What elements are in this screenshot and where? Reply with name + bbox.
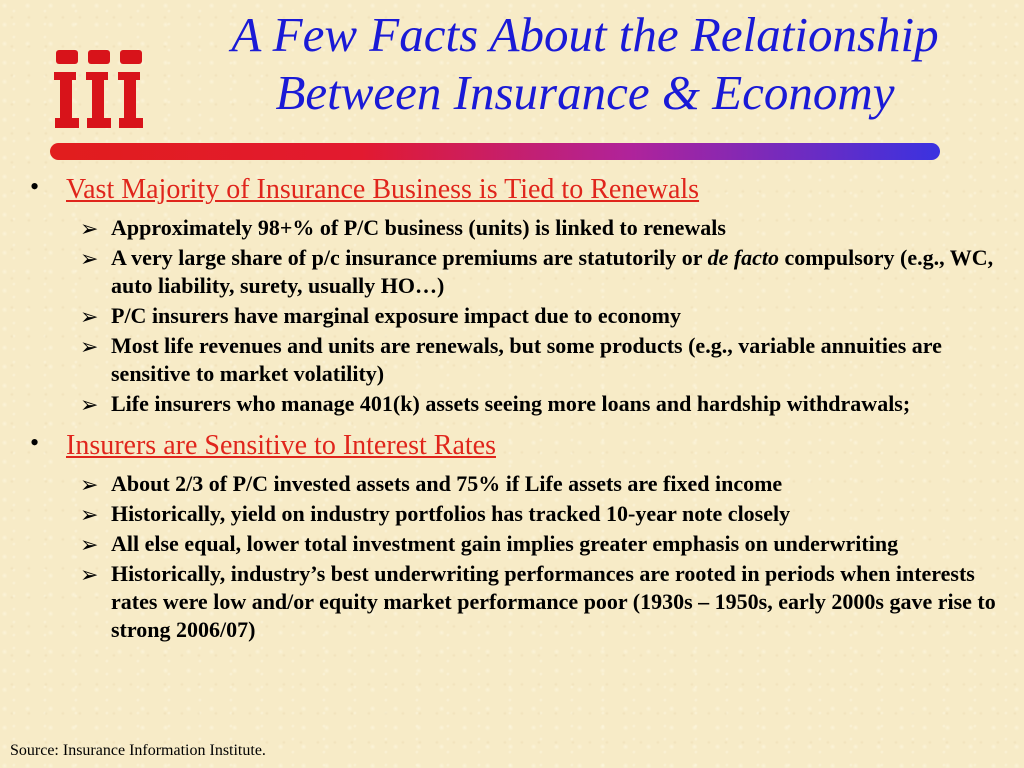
arrow-bullet-icon: ➢ [80,472,99,497]
list-item [20,214,1010,242]
section-heading-text: Vast Majority of Insurance Business is Tied to Renewals [66,174,700,205]
list-item [20,390,1010,418]
slide-title [160,6,1010,122]
arrow-bullet-icon: ➢ [80,334,99,359]
list-item [20,332,1010,388]
list-item-text: All else equal, lower total investment gain implies greater emphasis on underwriting [111,531,899,556]
title-line-1: A Few Facts About the Relationship [231,7,939,62]
section-heading-interest-rates [20,428,1010,464]
list-item-text [111,244,1010,300]
section-heading-renewals [20,172,1010,208]
title-line-2: Between Insurance & Economy [275,65,895,120]
list-item [20,500,1010,528]
list-item-text: Approximately 98+% of P/C business (units) is linked to renewals [111,215,726,240]
list-item-text: P/C insurers have marginal exposure impact due to economy [111,303,681,328]
arrow-bullet-icon: ➢ [80,502,99,527]
iii-logo-icon [52,48,148,134]
section-heading-text: Insurers are Sensitive to Interest Rates [66,430,496,461]
arrow-bullet-icon: ➢ [80,532,99,557]
source-note: Source: Insurance Information Institute. [10,742,266,759]
list-item [20,244,1010,300]
arrow-bullet-icon: ➢ [80,216,99,241]
arrow-bullet-icon: ➢ [80,246,99,271]
arrow-bullet-icon: ➢ [80,562,99,587]
bullet-icon: • [30,428,40,457]
list-item-text-part: compulsory (e.g., WC, auto liability, surety, usually HO…) [111,245,994,298]
title-divider-bar [50,143,940,160]
list-item-text-part: A very large share of p/c insurance premiums are statutorily or [111,245,708,270]
bullet-icon: • [30,172,40,201]
arrow-bullet-icon: ➢ [80,392,99,417]
list-item [20,302,1010,330]
list-item-text: Historically, industry’s best underwriting performances are rooted in periods when interests rates were low and/or equity market performance poor (1930s – 1950s, early 2000s gave rise to strong 2006/07) [111,561,996,642]
list-item [20,470,1010,498]
list-item-italic-term: de facto [707,245,780,270]
list-item-text: Most life revenues and units are renewals, but some products (e.g., variable annuities are sensitive to market volatility) [111,333,942,386]
slide-body [20,172,1010,646]
list-item [20,530,1010,558]
arrow-bullet-icon: ➢ [80,304,99,329]
list-item-text: Life insurers who manage 401(k) assets seeing more loans and hardship withdrawals; [111,391,911,416]
list-item-text: Historically, yield on industry portfolios has tracked 10-year note closely [111,501,791,526]
list-item [20,560,1010,644]
list-item-text: About 2/3 of P/C invested assets and 75% if Life assets are fixed income [111,471,783,496]
